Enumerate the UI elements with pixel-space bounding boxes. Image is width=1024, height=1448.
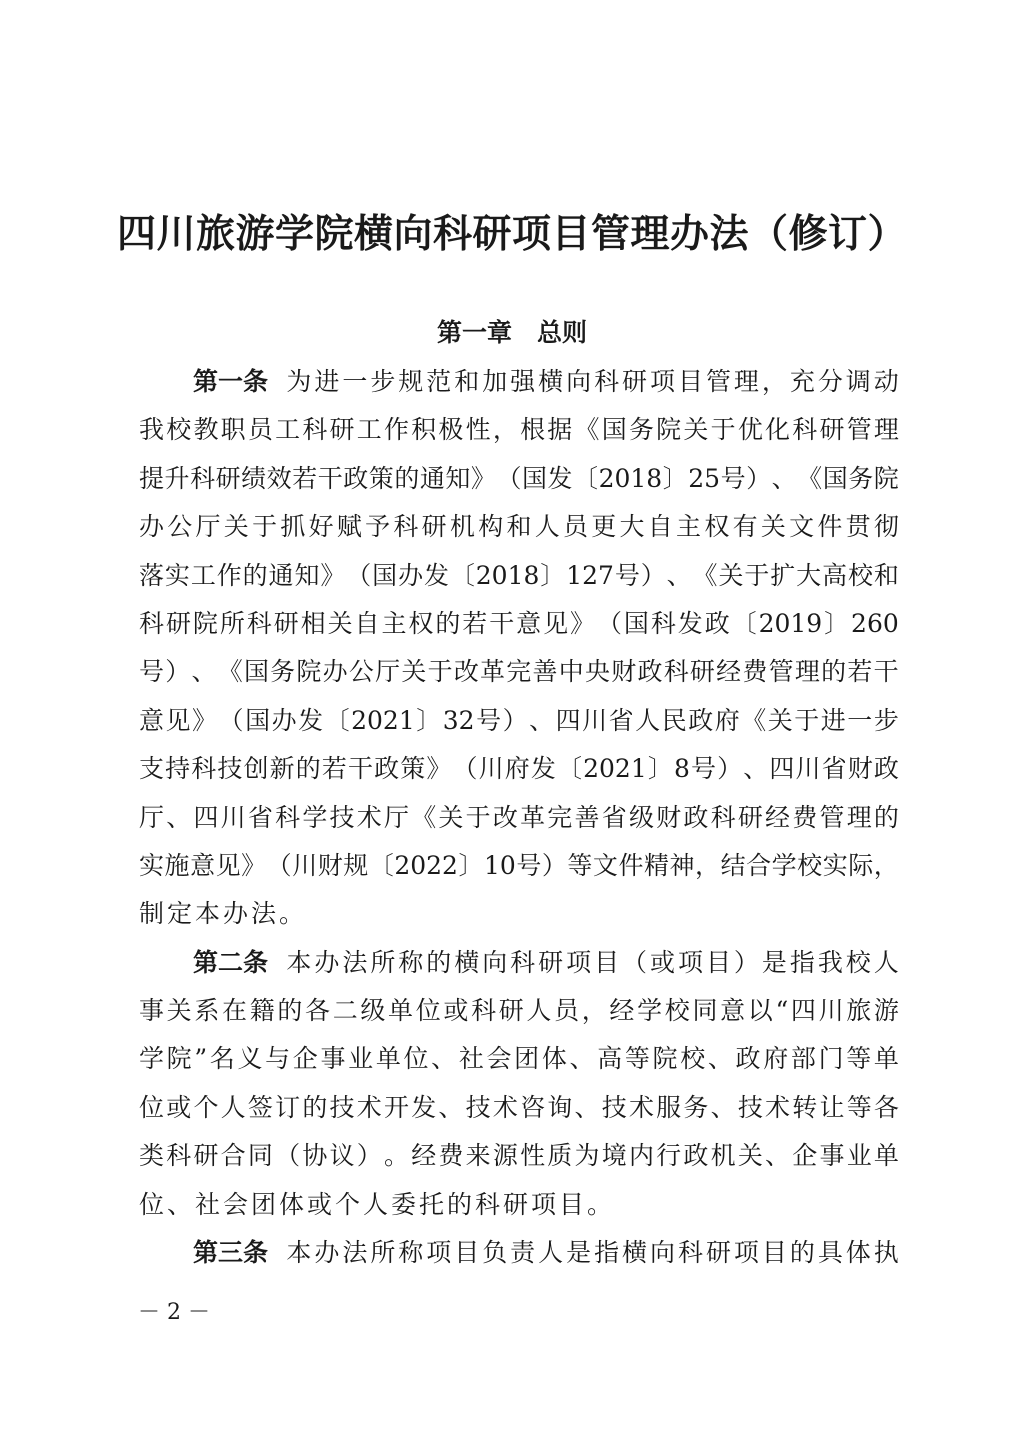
text-line: 位、社会团体或个人委托的科研项目。 (139, 1189, 616, 1219)
text-line: 我 校 教 职 员 工 科 研 工 作 积 极 性 ， 根 据 《 国 务 院 关 于 优 化 科 研 管 理 (139, 415, 899, 445)
text-line: 类 科 研 合 同 （ 协 议 ） 。 经 费 来 源 性 质 为 境 内 行 政 机 关 、 企 事 业 单 (139, 1141, 899, 1171)
article-label: 第二条 (193, 947, 269, 977)
text-line: 科 研 院 所 科 研 相 关 自 主 权 的 若 干 意 见 》 （ 国 科 发 政 〔 2019 〕 260 (139, 608, 899, 638)
text-line: 事 关 系 在 籍 的 各 二 级 单 位 或 科 研 人 员 ， 经 学 校 同 意 以 “ 四 川 旅 游 (139, 996, 899, 1026)
text-line: 意 见 》 （ 国 办 发 〔 2021 〕 32 号 ） 、 四 川 省 人 民 政 府 《 关 于 进 一 步 (139, 705, 899, 735)
article-paragraph (139, 358, 899, 939)
text-line: 落 实 工 作 的 通 知 》 （ 国 办 发 〔 2018 〕 127 号 ） 、 《 关 于 扩 大 高 校 和 (139, 560, 899, 590)
article-paragraph (139, 939, 899, 1229)
text-line: 厅 、 四 川 省 科 学 技 术 厅 《 关 于 改 革 完 善 省 级 财 政 科 研 经 费 管 理 的 (139, 802, 899, 832)
text-line: 制定本办法。 (139, 899, 308, 929)
document-body (139, 358, 899, 1268)
text-line: 学 院 ” 名 义 与 企 事 业 单 位 、 社 会 团 体 、 高 等 院 校 、 政 府 部 门 等 单 (139, 1044, 899, 1074)
text-line: 第三条 本 办 法 所 称 项 目 负 责 人 是 指 横 向 科 研 项 目 的 具 体 执 (139, 1229, 899, 1268)
text-line: 第二条 本 办 法 所 称 的 横 向 科 研 项 目 （ 或 项 目 ） 是 指 我 校 人 (139, 939, 899, 987)
text-line: 提 升 科 研 绩 效 若 干 政 策 的 通 知 》 （ 国 发 〔 2018 〕 25 号 ） 、 《 国 务 院 (139, 463, 899, 493)
document-title: 四川旅游学院横向科研项目管理办法（修订） (116, 212, 907, 257)
text-line: 位 或 个 人 签 订 的 技 术 开 发 、 技 术 咨 询 、 技 术 服 务 、 技 术 转 让 等 各 (139, 1092, 899, 1122)
text-line: 支 持 科 技 创 新 的 若 干 政 策 》 （ 川 府 发 〔 2021 〕 8 号 ） 、 四 川 省 财 政 (139, 754, 899, 784)
text-line: 实 施 意 见 》 （ 川 财 规 〔 2022 〕 10 号 ） 等 文 件 精 神 ， 结 合 学 校 实 际 ， (139, 850, 899, 880)
article-label: 第一条 (193, 367, 269, 396)
article-label: 第三条 (193, 1238, 269, 1268)
text-line: 第一条 为 进 一 步 规 范 和 加 强 横 向 科 研 项 目 管 理 ， 充 分 调 动 (139, 358, 899, 406)
chapter-heading: 第一章 总则 (436, 318, 587, 347)
article-paragraph (139, 1229, 899, 1268)
text-line: 号 ） 、 《 国 务 院 办 公 厅 关 于 改 革 完 善 中 央 财 政 科 研 经 费 管 理 的 若 干 (139, 657, 899, 687)
page-number: － 2 － (138, 1300, 210, 1325)
text-line: 办 公 厅 关 于 抓 好 赋 予 科 研 机 构 和 人 员 更 大 自 主 权 有 关 文 件 贯 彻 (139, 512, 899, 542)
